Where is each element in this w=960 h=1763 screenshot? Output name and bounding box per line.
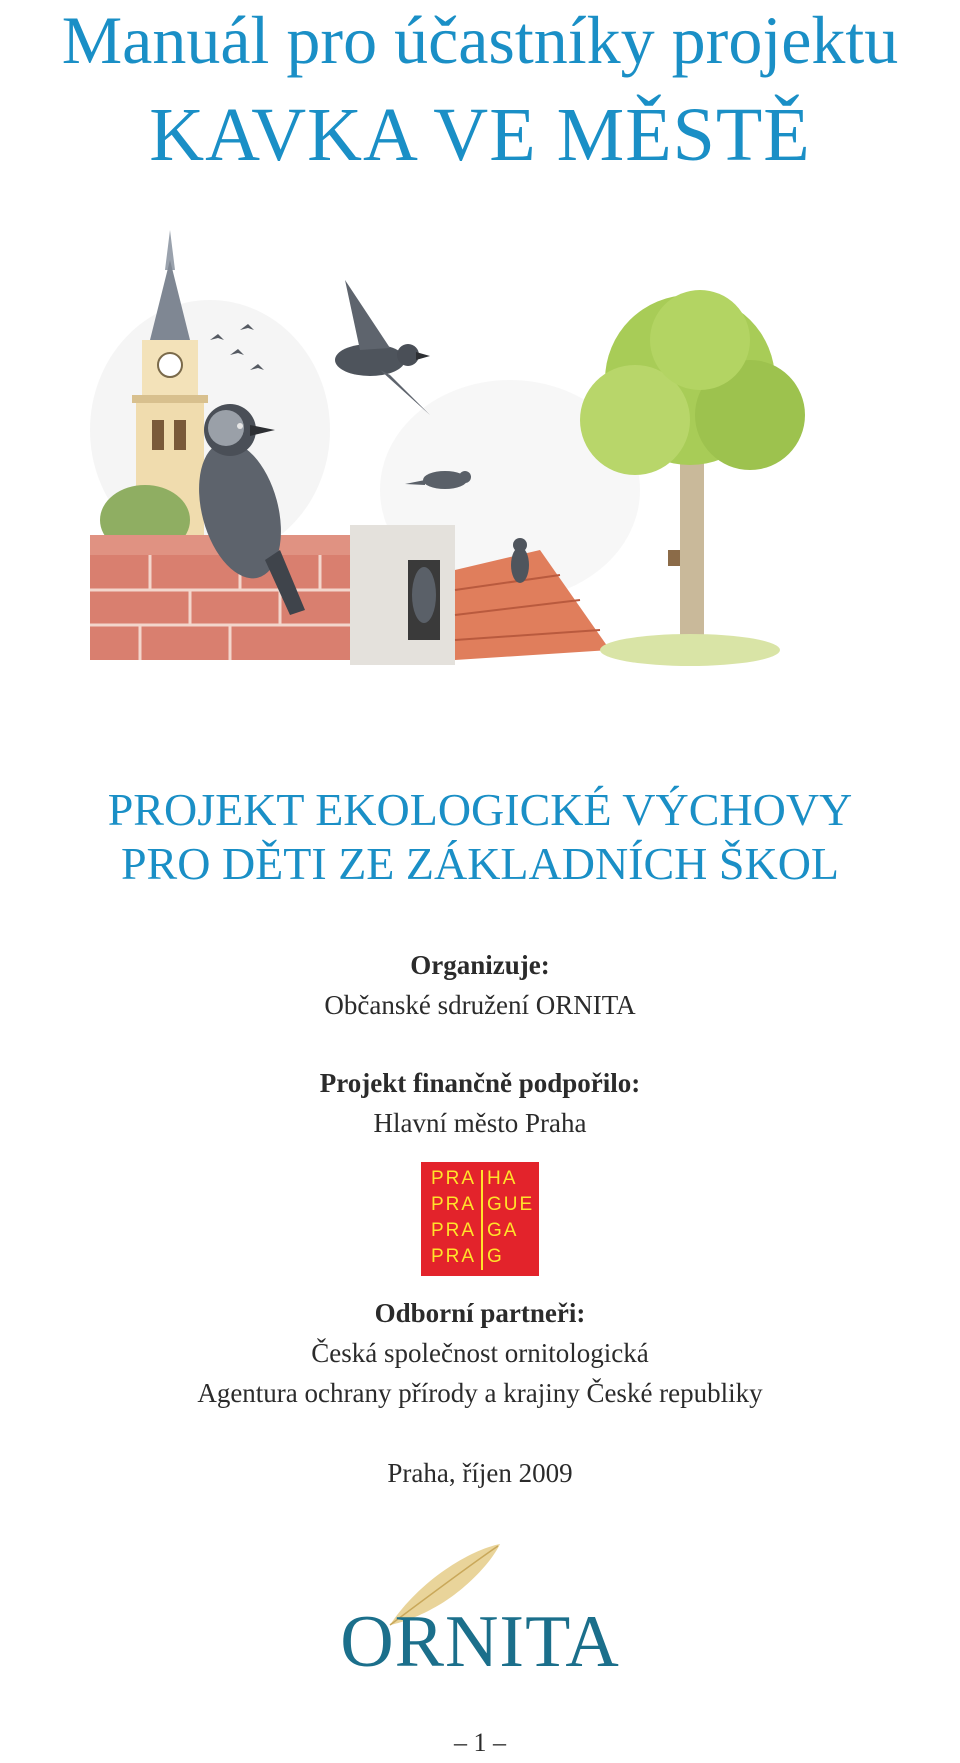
organizer-label: Organizuje:	[410, 950, 550, 980]
place-date: Praha, říjen 2009	[387, 1458, 573, 1488]
praha-logo	[421, 1162, 539, 1276]
praha-logo-left: PRA	[431, 1194, 477, 1215]
praha-logo-left: PRA	[431, 1168, 477, 1189]
praha-logo-right: GUE	[487, 1194, 535, 1215]
organizer-value: Občanské sdružení ORNITA	[324, 990, 636, 1020]
praha-logo-right: GA	[487, 1220, 519, 1241]
manual-title: Manuál pro účastníky projektu	[61, 2, 899, 78]
praha-logo-left: PRA	[431, 1220, 477, 1241]
page-number: – 1 –	[454, 1728, 506, 1757]
partner-item: Česká společnost ornitologická	[311, 1338, 649, 1368]
project-title: KAVKA VE MĚSTĚ	[149, 93, 811, 177]
subtitle-line1: PROJEKT EKOLOGICKÉ VÝCHOVY	[107, 784, 853, 835]
praha-logo-right: HA	[487, 1168, 518, 1189]
ornita-logo	[330, 1540, 630, 1683]
funding-value: Hlavní město Praha	[373, 1108, 587, 1138]
ornita-logo-text: ORNITA	[340, 1601, 620, 1683]
jackdaw-town-illustration	[90, 230, 870, 750]
subtitle-line2: PRO DĚTI ZE ZÁKLADNÍCH ŠKOL	[120, 838, 840, 889]
jackdaw-flying	[335, 280, 430, 415]
partner-item: Agentura ochrany přírody a krajiny České republiky	[197, 1378, 763, 1408]
praha-logo-left: PRA	[431, 1246, 477, 1267]
partners-label: Odborní partneři:	[374, 1298, 586, 1328]
funding-label: Projekt finančně podpořilo:	[319, 1068, 641, 1098]
praha-logo-right: G	[487, 1246, 504, 1267]
